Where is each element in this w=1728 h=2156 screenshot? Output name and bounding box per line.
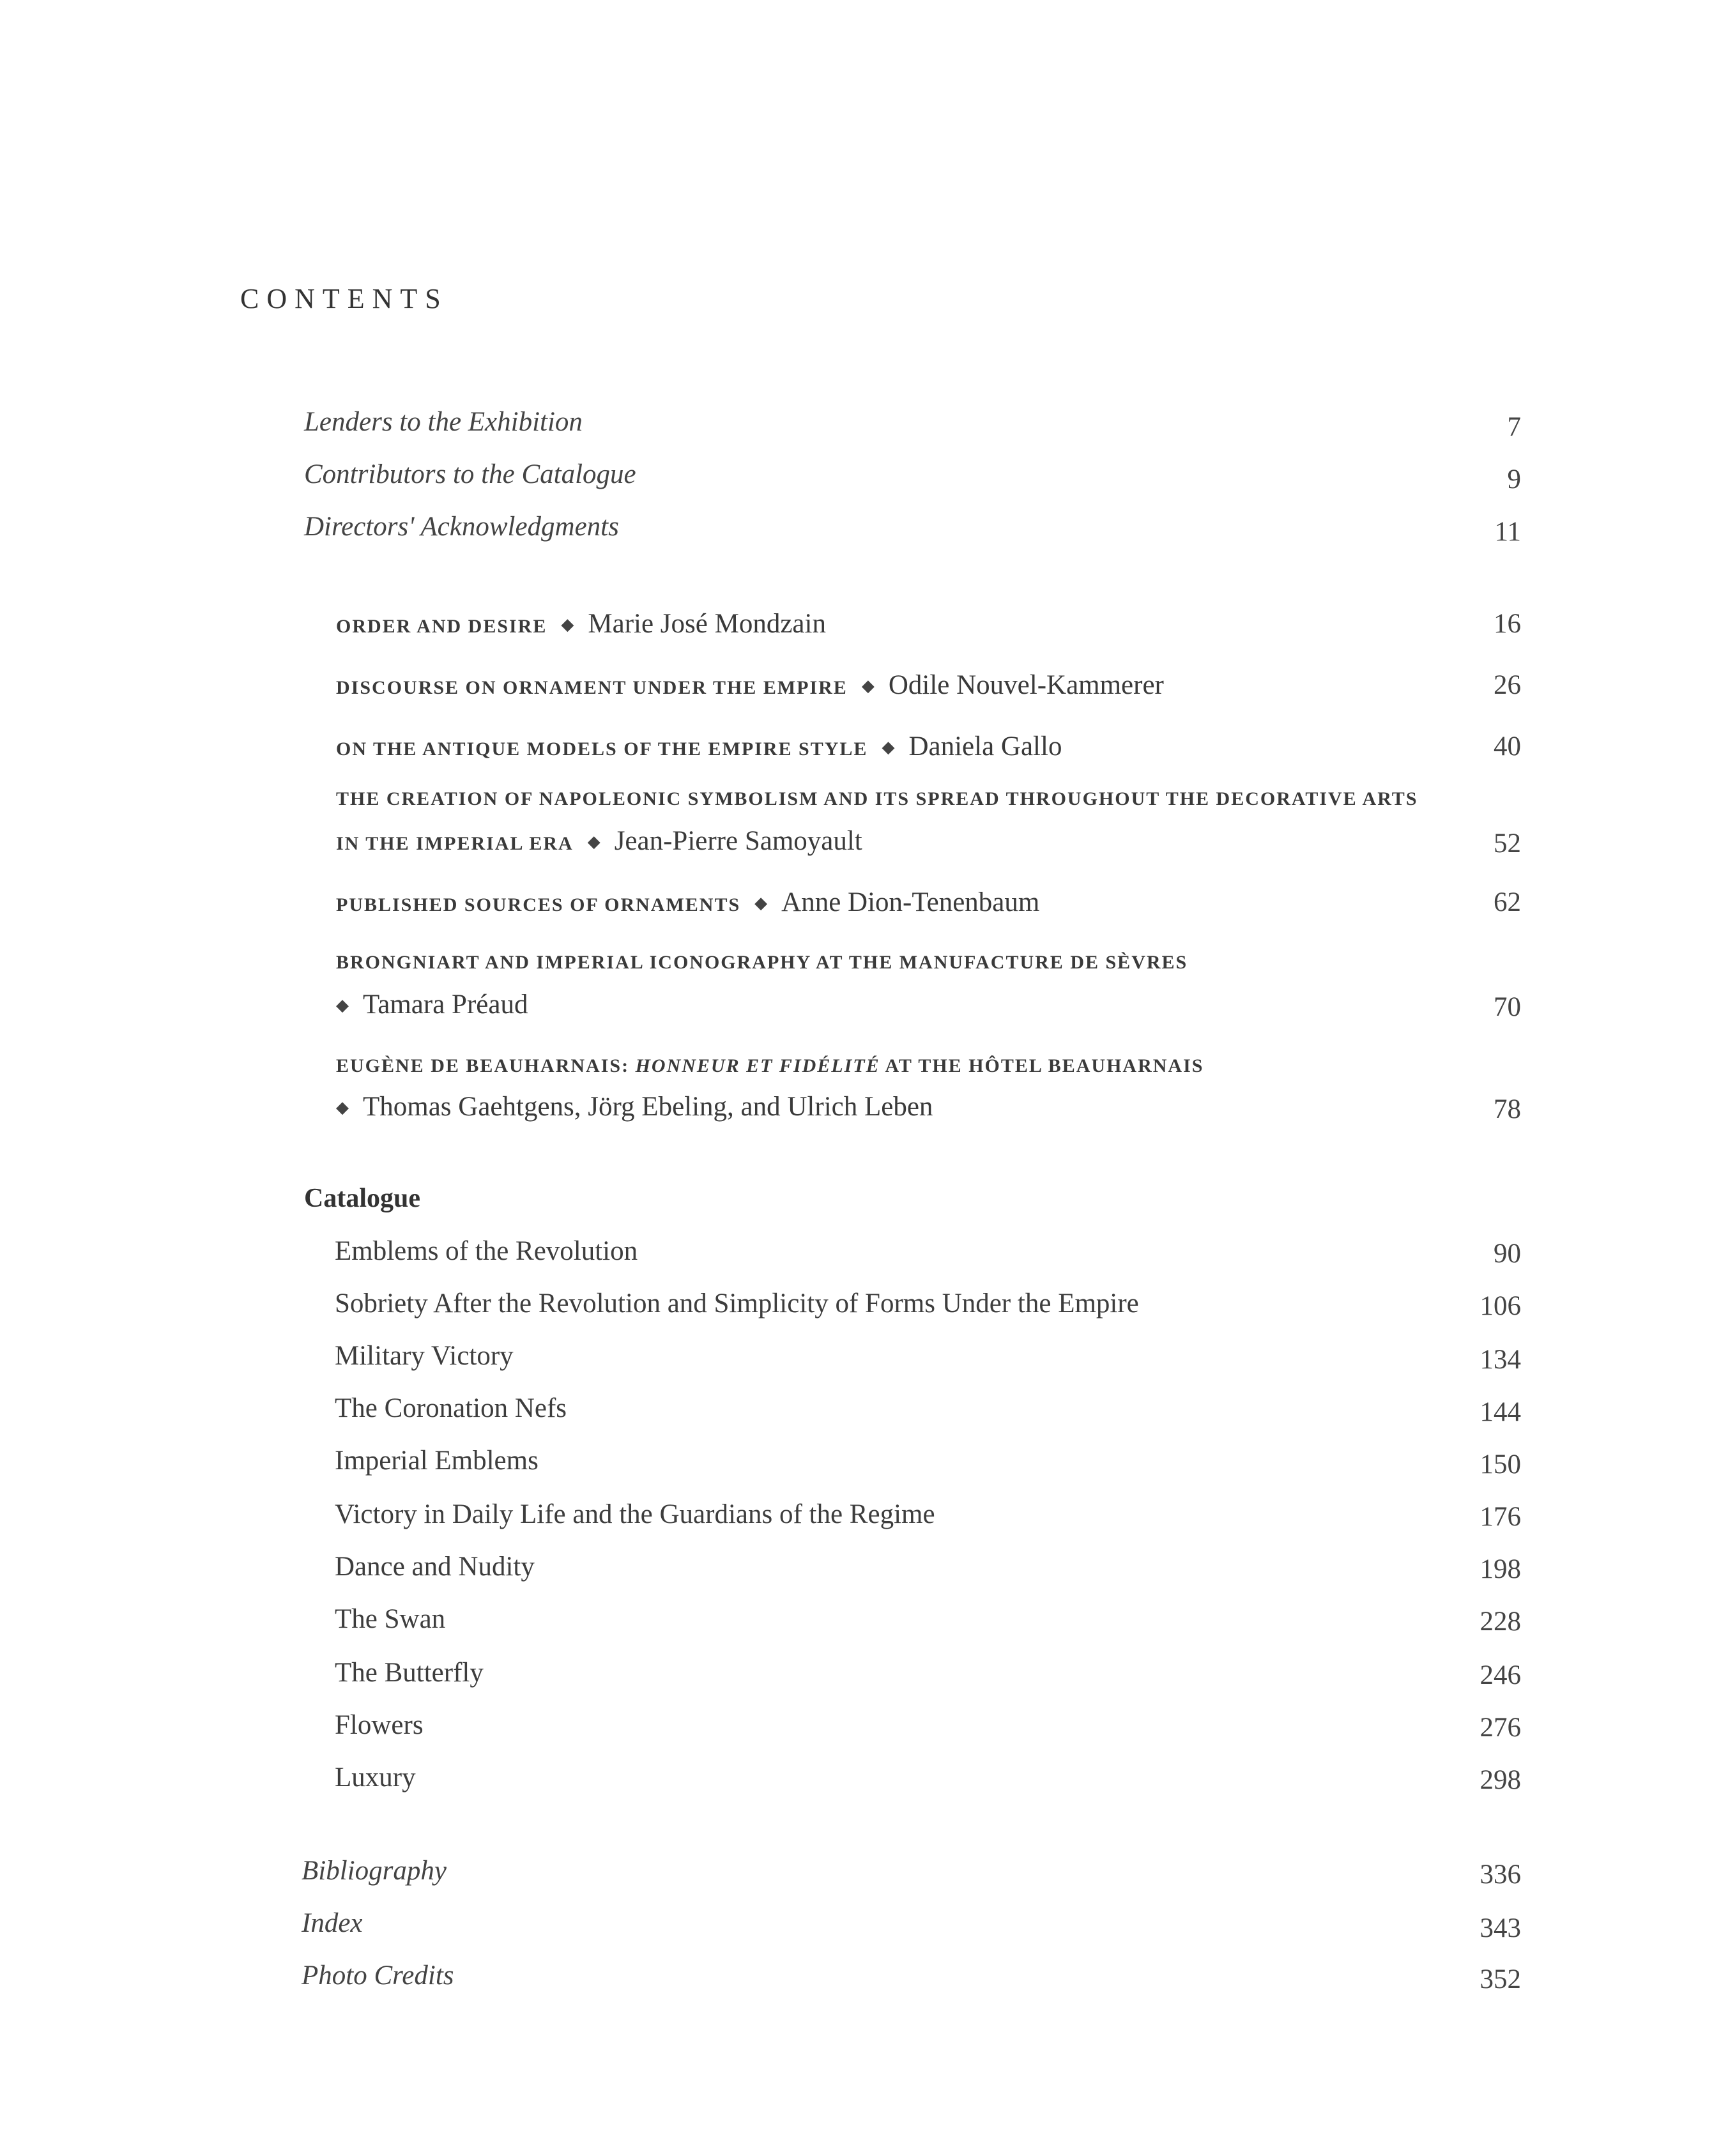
diamond-separator-icon: ◆	[336, 996, 349, 1014]
essay-author: Marie José Mondzain	[588, 609, 826, 639]
catalogue-entry[interactable]: Sobriety After the Revolution and Simplicity of Forms Under the Empire	[335, 1288, 1139, 1319]
diamond-separator-icon: ◆	[882, 738, 895, 756]
toc-entry-title[interactable]: Index	[302, 1908, 363, 1938]
toc-page-number: 150	[1480, 1449, 1521, 1479]
toc-page-number: 70	[1494, 992, 1521, 1022]
toc-page-number: 176	[1480, 1502, 1521, 1532]
toc-entry-title[interactable]: Photo Credits	[302, 1961, 454, 1991]
catalogue-entry[interactable]: The Butterfly	[335, 1658, 484, 1688]
toc-page-number: 11	[1494, 517, 1521, 547]
toc-page-number: 144	[1480, 1397, 1521, 1427]
toc-page-number: 298	[1480, 1765, 1521, 1795]
toc-page-number: 52	[1494, 829, 1521, 859]
toc-essay-entry[interactable]	[336, 825, 862, 857]
essay-title: ORDER AND DESIRE	[336, 616, 547, 637]
essay-title: PUBLISHED SOURCES OF ORNAMENTS	[336, 894, 741, 915]
catalogue-entry[interactable]: Emblems of the Revolution	[335, 1236, 638, 1266]
toc-page-number: 62	[1494, 887, 1521, 917]
essay-title[interactable]: BRONGNIART AND IMPERIAL ICONOGRAPHY AT THE MANUFACTURE DE SÈVRES	[336, 952, 1188, 973]
toc-page-number: 26	[1494, 670, 1521, 700]
essay-author: Thomas Gaehtgens, Jörg Ebeling, and Ulrich Leben	[363, 1092, 933, 1122]
catalogue-entry[interactable]: Military Victory	[335, 1341, 514, 1371]
toc-page-number: 9	[1507, 464, 1521, 494]
essay-author: Jean-Pierre Samoyault	[614, 826, 862, 856]
essay-author: Anne Dion-Tenenbaum	[781, 887, 1040, 917]
essay-title: IN THE IMPERIAL ERA	[336, 833, 574, 854]
diamond-separator-icon: ◆	[561, 615, 574, 634]
catalogue-entry[interactable]: Dance and Nudity	[335, 1552, 535, 1582]
toc-page-number: 16	[1494, 609, 1521, 639]
toc-page-number: 90	[1494, 1239, 1521, 1269]
toc-page-number: 7	[1507, 412, 1521, 442]
toc-entry-title[interactable]: Contributors to the Catalogue	[304, 459, 636, 489]
essay-author: Tamara Préaud	[363, 990, 528, 1020]
toc-entry-title[interactable]: Lenders to the Exhibition	[304, 407, 583, 437]
catalogue-entry[interactable]: Imperial Emblems	[335, 1446, 539, 1476]
catalogue-entry[interactable]: Luxury	[335, 1762, 416, 1793]
toc-essay-entry[interactable]	[336, 989, 528, 1020]
essay-author: Odile Nouvel-Kammerer	[888, 670, 1164, 700]
catalogue-entry[interactable]: The Coronation Nefs	[335, 1393, 567, 1423]
catalogue-entry[interactable]: Flowers	[335, 1710, 424, 1740]
catalogue-entry[interactable]: The Swan	[335, 1604, 446, 1634]
diamond-separator-icon: ◆	[754, 894, 768, 912]
toc-essay-entry[interactable]	[336, 608, 826, 639]
essay-title: DISCOURSE ON ORNAMENT UNDER THE EMPIRE	[336, 677, 848, 698]
toc-essay-entry[interactable]	[336, 887, 1039, 918]
diamond-separator-icon: ◆	[587, 832, 600, 851]
diamond-separator-icon: ◆	[861, 677, 875, 695]
diamond-separator-icon: ◆	[336, 1098, 349, 1117]
essay-title-part: AT THE HÔTEL BEAUHARNAIS	[880, 1055, 1204, 1076]
toc-page-number: 198	[1480, 1554, 1521, 1584]
toc-entry-title[interactable]: Bibliography	[302, 1856, 447, 1886]
toc-page-number: 40	[1494, 731, 1521, 761]
toc-page-number: 134	[1480, 1345, 1521, 1375]
toc-page-number: 343	[1480, 1913, 1521, 1943]
toc-page-number: 276	[1480, 1713, 1521, 1743]
toc-page-number: 228	[1480, 1607, 1521, 1637]
toc-page-number: 336	[1480, 1860, 1521, 1890]
essay-title-italic: HONNEUR ET FIDÉLITÉ	[635, 1055, 880, 1076]
page-title: CONTENTS	[240, 283, 448, 314]
toc-essay-entry[interactable]	[336, 731, 1062, 762]
essay-author: Daniela Gallo	[908, 731, 1062, 761]
essay-title: ON THE ANTIQUE MODELS OF THE EMPIRE STYLE	[336, 738, 868, 760]
catalogue-entry[interactable]: Victory in Daily Life and the Guardians of the Regime	[335, 1499, 935, 1529]
section-heading-catalogue: Catalogue	[304, 1184, 420, 1213]
essay-title-part: EUGÈNE DE BEAUHARNAIS:	[336, 1055, 636, 1076]
essay-title[interactable]	[336, 1055, 1204, 1077]
toc-entry-title[interactable]: Directors' Acknowledgments	[304, 512, 619, 542]
toc-page-number: 106	[1480, 1291, 1521, 1321]
toc-page-number: 78	[1494, 1094, 1521, 1124]
toc-page-number: 352	[1480, 1964, 1521, 1994]
toc-page-number: 246	[1480, 1660, 1521, 1690]
toc-essay-entry[interactable]	[336, 1091, 933, 1122]
essay-title[interactable]: THE CREATION OF NAPOLEONIC SYMBOLISM AND ITS SPREAD THROUGHOUT THE DECORATIVE ARTS	[336, 788, 1418, 809]
toc-essay-entry[interactable]	[336, 669, 1164, 701]
